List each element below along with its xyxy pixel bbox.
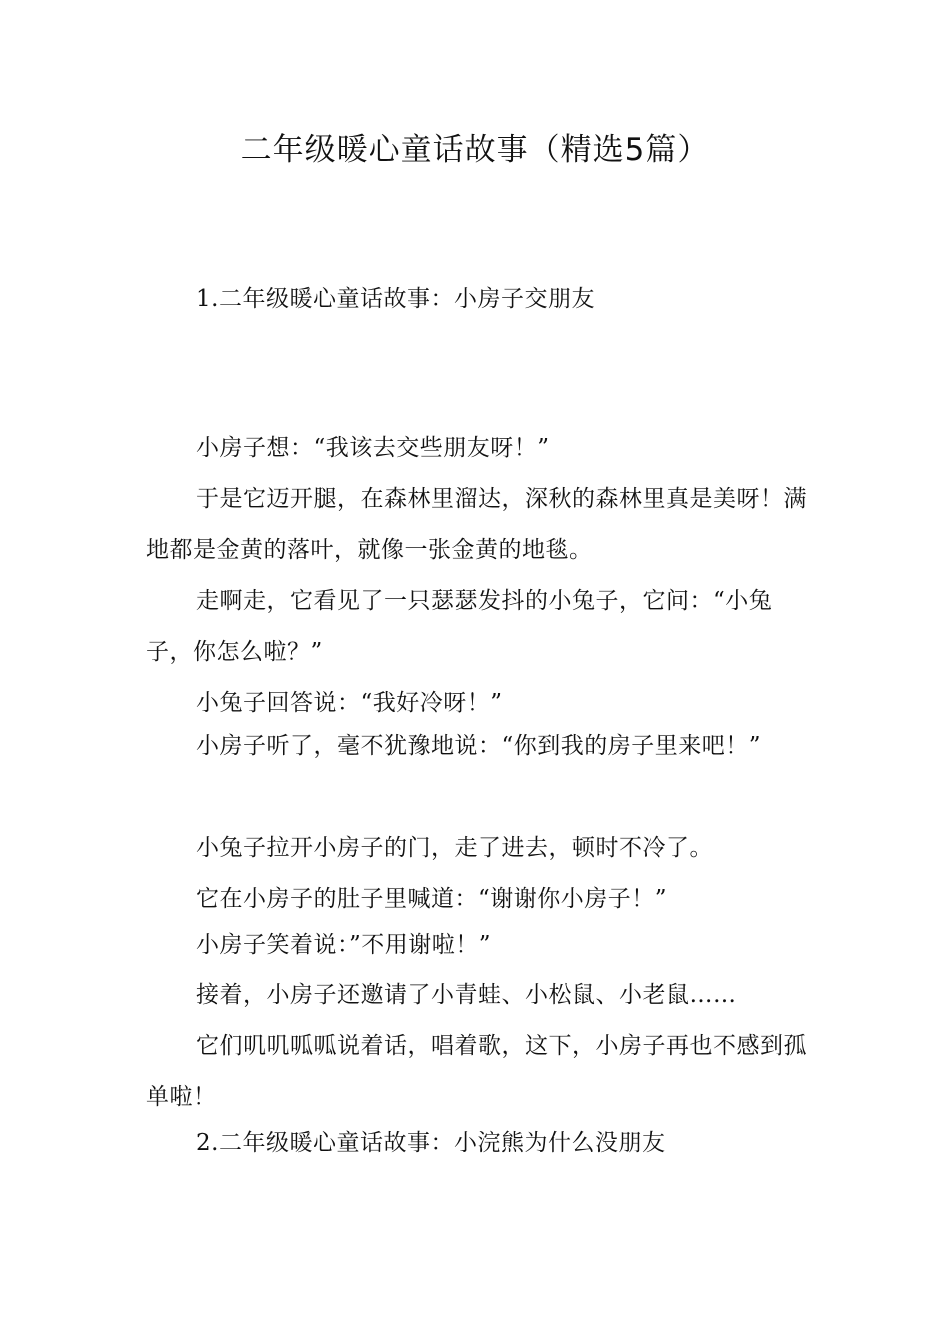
- paragraph-6: 小兔子拉开小房子的门，走了进去，顿时不冷了。: [196, 835, 713, 861]
- paragraph-7: 它在小房子的肚子里喊道：“谢谢你小房子！”: [196, 886, 668, 912]
- paragraph-10: 它们叽叽呱呱说着话，唱着歌，这下，小房子再也不感到孤单啦！: [146, 1033, 807, 1110]
- paragraph-8: 小房子笑着说：”不用谢啦！”: [196, 932, 492, 958]
- paragraph-4: 小兔子回答说：“我好冷呀！”: [196, 690, 503, 716]
- paragraph-9: 接着，小房子还邀请了小青蛙、小松鼠、小老鼠……: [196, 982, 737, 1008]
- section-heading-1: 1.二年级暖心童话故事：小房子交朋友: [196, 286, 595, 312]
- paragraph-3: 走啊走，它看见了一只瑟瑟发抖的小兔子，它问：“小兔子，你怎么啦？”: [146, 588, 773, 665]
- paragraph-2: 于是它迈开腿，在森林里溜达，深秋的森林里真是美呀！满地都是金黄的落叶，就像一张金黄的地毯。: [146, 486, 807, 563]
- document-title: 二年级暖心童话故事（精选5篇）: [240, 132, 710, 168]
- paragraph-1: 小房子想：“我该去交些朋友呀！”: [196, 435, 550, 461]
- section-heading-2: 2.二年级暖心童话故事：小浣熊为什么没朋友: [196, 1130, 666, 1156]
- paragraph-5: 小房子听了，毫不犹豫地说：“你到我的房子里来吧！”: [196, 733, 762, 759]
